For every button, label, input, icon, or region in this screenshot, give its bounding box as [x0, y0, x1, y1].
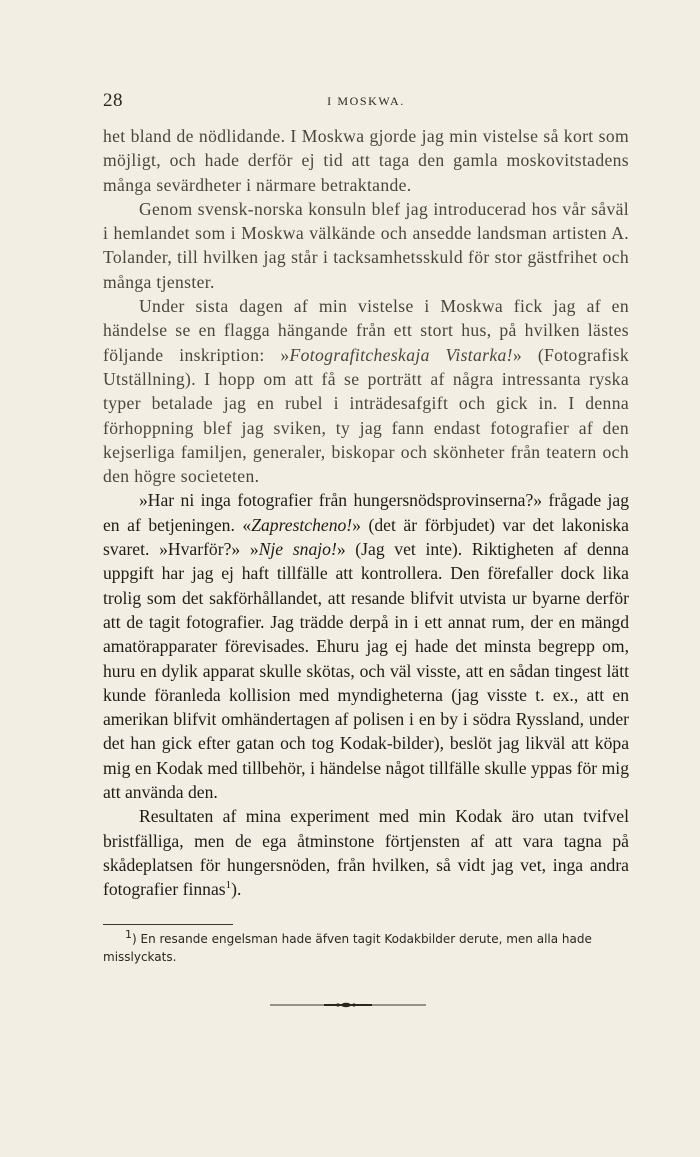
footnote-paren: )	[132, 932, 137, 946]
russian-phrase: Zaprestcheno!	[251, 514, 353, 535]
footnote-rule	[103, 924, 233, 925]
end-ornament	[270, 1000, 426, 1010]
footnote-reference: 1	[225, 879, 232, 892]
russian-inscription: Fotografitcheskaja Vistarka!	[289, 344, 513, 365]
footnote	[103, 930, 629, 966]
russian-phrase: Nje snajo!	[258, 539, 337, 560]
paragraph-text: ).	[231, 879, 242, 900]
paragraph-dialogue	[103, 488, 629, 804]
paragraph-text: » (Jag vet inte). Riktigheten af denna uppgift har jag ej haft tillfälle att kontrollera. Den förefaller dock lika trolig som det sakförhållandet, att resande blifvit utvista ur byarne derför att de tagit fotografier. Jag trädde derpå in i ett annat rum, der en mängd amatörapparater förevisades. Ehuru jag ej hade det minsta begrepp om, huru en dylik apparat skulle skötas, och väl visste, att en sådan tingest lätt kunde föranleda kollision med myndigheterna (jag visste t. ex., att en amerikan blifvit omhändertagen af polisen i en by i södra Ryssland, under det han gick efter gatan och tog Kodak-bilder), beslöt jag likväl att köpa mig en Kodak med tillbehör, i händelse något tillfälle skulle yppas för mig att använda den.	[103, 539, 629, 803]
footnote-text	[103, 930, 629, 966]
paragraph-text: » (Fotografisk Utställning). I hopp om att få se porträtt af några intressanta ryska typer betalade jag en rubel i inträdesafgift och gick in. I denna förhoppning blef jag sviken, ty jag fann endast fotografier af den kejserliga familjen, generaler, biskopar och skönheter från teatern och den högre societeten.	[103, 344, 630, 487]
paragraph-text: »Har ni inga fotografier från hungersnödsprovinserna?» frågade jag en af betjeningen. «	[103, 490, 629, 535]
page-number: 28	[103, 90, 123, 111]
page-header	[103, 90, 629, 114]
running-head: I MOSKWA.	[327, 94, 405, 108]
paragraph-resultaten	[103, 804, 629, 901]
paragraph-konsul	[103, 197, 629, 294]
paragraph-text: Resultaten af mina experiment med min Kodak äro utan tvifvel bristfälliga, men de ega åtminstone förtjensten af att vara tagna på skådeplatsen för hungersnöden, från hvilken, så vidt jag vet, inga andra fotografier finnas	[103, 806, 629, 900]
footnote-body: En resande engelsman hade äfven tagit Kodakbilder derute, men alla hade misslyckats.	[103, 932, 592, 964]
paragraph-utstallning	[103, 294, 629, 488]
paragraph-text: » (det är förbjudet) var det lakoniska svaret. »Hvarför?» »	[103, 514, 629, 560]
body-text	[103, 124, 629, 902]
paragraph-text: Genom svensk-norska konsuln blef jag introducerad hos vår såväl i hemlandet som i Moskwa välkände och ansedde landsman artisten A. Tolander, till hvilken jag står i tacksamhetsskuld för stor gästfrihet och många tjenster.	[103, 198, 629, 292]
paragraph-continuation	[103, 124, 629, 197]
footnote-marker: 1	[125, 928, 132, 941]
paragraph-text: Under sista dagen af min vistelse i Moskwa fick jag af en händelse se en flagga hängande från ett stort hus, på hvilken lästes följande inskription: »	[103, 296, 629, 365]
paragraph-text: het bland de nödlidande. I Moskwa gjorde jag min vistelse så kort som möjligt, och hade derför ej tid att taga den gamla moskovitstadens många sevärdheter i närmare betraktande.	[103, 126, 629, 195]
